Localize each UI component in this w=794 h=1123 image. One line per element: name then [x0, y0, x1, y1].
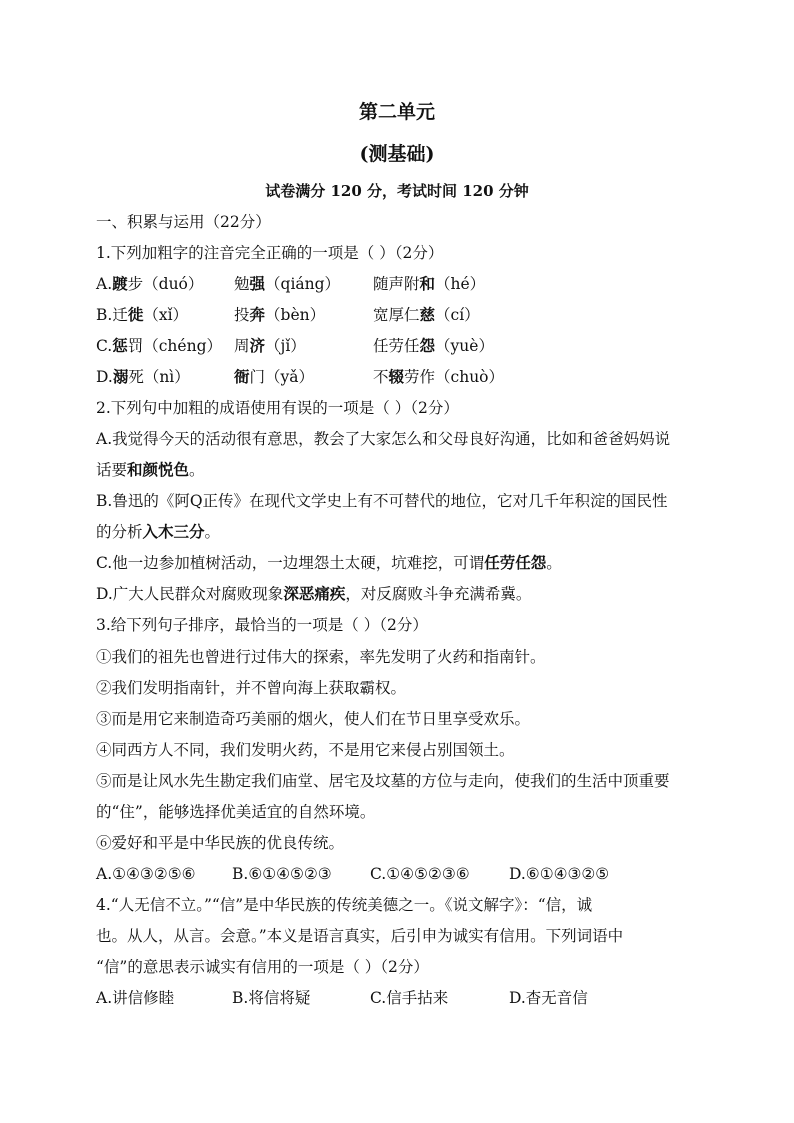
- question-3-stem: 3.给下列句子排序，最恰当的一项是（ ）（2分）: [96, 616, 428, 634]
- option-cell: D.溺死（nì）: [96, 367, 190, 386]
- question-3-sentence-4: ④同西方人不同，我们发明火药，不是用它来侵占别国领土。: [96, 741, 515, 759]
- question-4-stem-end: “信”的意思表示诚实有信用的一项是（ ）（2分）: [96, 958, 429, 976]
- question-3-option-c: C.①④⑤②③⑥: [370, 865, 470, 883]
- question-4-option-c: C.信手拈来: [370, 989, 449, 1007]
- question-4-option-d: D.杳无音信: [509, 989, 588, 1007]
- page-title: 第二单元: [358, 101, 435, 123]
- option-cell: 勉强（qiáng）: [234, 274, 341, 293]
- option-cell: 随声附和（hé）: [373, 274, 486, 293]
- question-3-option-d: D.⑥①④③②⑤: [509, 865, 610, 883]
- question-2-option-b-cont: 的分析入木三分。: [96, 522, 221, 541]
- question-3-sentence-2: ②我们发明指南针，并不曾向海上获取霸权。: [96, 679, 407, 697]
- option-cell: 不辍劳作（chuò）: [373, 367, 505, 386]
- question-3-sentence-5: ⑤而是让风水先生勘定我们庙堂、居宅及坟墓的方位与走向，使我们的生活中顶重要: [96, 772, 670, 790]
- question-2-option-b: B.鲁迅的《阿Q正传》在现代文学史上有不可替代的地位，它对几千年积淀的国民性: [96, 492, 668, 510]
- option-cell: A.踱步（duó）: [96, 274, 204, 293]
- question-3-option-a: A.①④③②⑤⑥: [96, 865, 196, 883]
- option-cell: 周济（jǐ）: [234, 336, 306, 355]
- option-cell: C.惩罚（chéng）: [96, 336, 222, 355]
- section-heading: 一、积累与运用（22分）: [96, 213, 271, 231]
- question-2-option-c: C.他一边参加植树活动，一边埋怨土太硬，坑难挖，可谓任劳任怨。: [96, 553, 562, 572]
- option-cell: 投奔（bèn）: [234, 305, 326, 324]
- question-4-stem: 4.“人无信不立。”“信”是中华民族的传统美德之一。《说文解字》：“信，诚: [96, 896, 593, 914]
- question-1-stem: 1.下列加粗字的注音完全正确的一项是（ ）（2分）: [96, 244, 444, 262]
- question-2-option-a-cont: 话要和颜悦色。: [96, 460, 205, 479]
- option-cell: 任劳任怨（yuè）: [373, 336, 494, 355]
- option-cell: B.迁徙（xǐ）: [96, 305, 189, 324]
- option-cell: 宽厚仁慈（cí）: [373, 305, 480, 324]
- exam-meta: 试卷满分 120 分，考试时间 120 分钟: [265, 182, 529, 200]
- question-3-sentence-3: ③而是用它来制造奇巧美丽的烟火，使人们在节日里享受欢乐。: [96, 710, 531, 728]
- question-3-sentence-6: ⑥爱好和平是中华民族的优良传统。: [96, 834, 345, 852]
- question-2-stem: 2.下列句中加粗的成语使用有误的一项是（ ）（2分）: [96, 399, 459, 417]
- question-4-stem-cont: 也。从人，从言。会意。”本义是语言真实，后引申为诚实有信用。下列词语中: [96, 927, 624, 945]
- question-3-option-b: B.⑥①④⑤②③: [232, 865, 332, 883]
- question-3-sentence-1: ①我们的祖先也曾进行过伟大的探索，率先发明了火药和指南针。: [96, 648, 546, 666]
- question-2-option-a: A.我觉得今天的活动很有意思，教会了大家怎么和父母良好沟通，比如和爸爸妈妈说: [96, 430, 671, 448]
- question-4-option-a: A.讲信修睦: [96, 989, 175, 1007]
- question-3-sentence-5-cont: 的“住”，能够选择优美适宜的自然环境。: [96, 803, 376, 821]
- option-cell: 衙门（yǎ）: [234, 367, 315, 386]
- question-2-option-d: D.广大人民群众对腐败现象深恶痛疾，对反腐败斗争充满希冀。: [96, 584, 532, 603]
- question-4-option-b: B.将信将疑: [232, 989, 311, 1007]
- page-subtitle: (测基础): [359, 143, 435, 165]
